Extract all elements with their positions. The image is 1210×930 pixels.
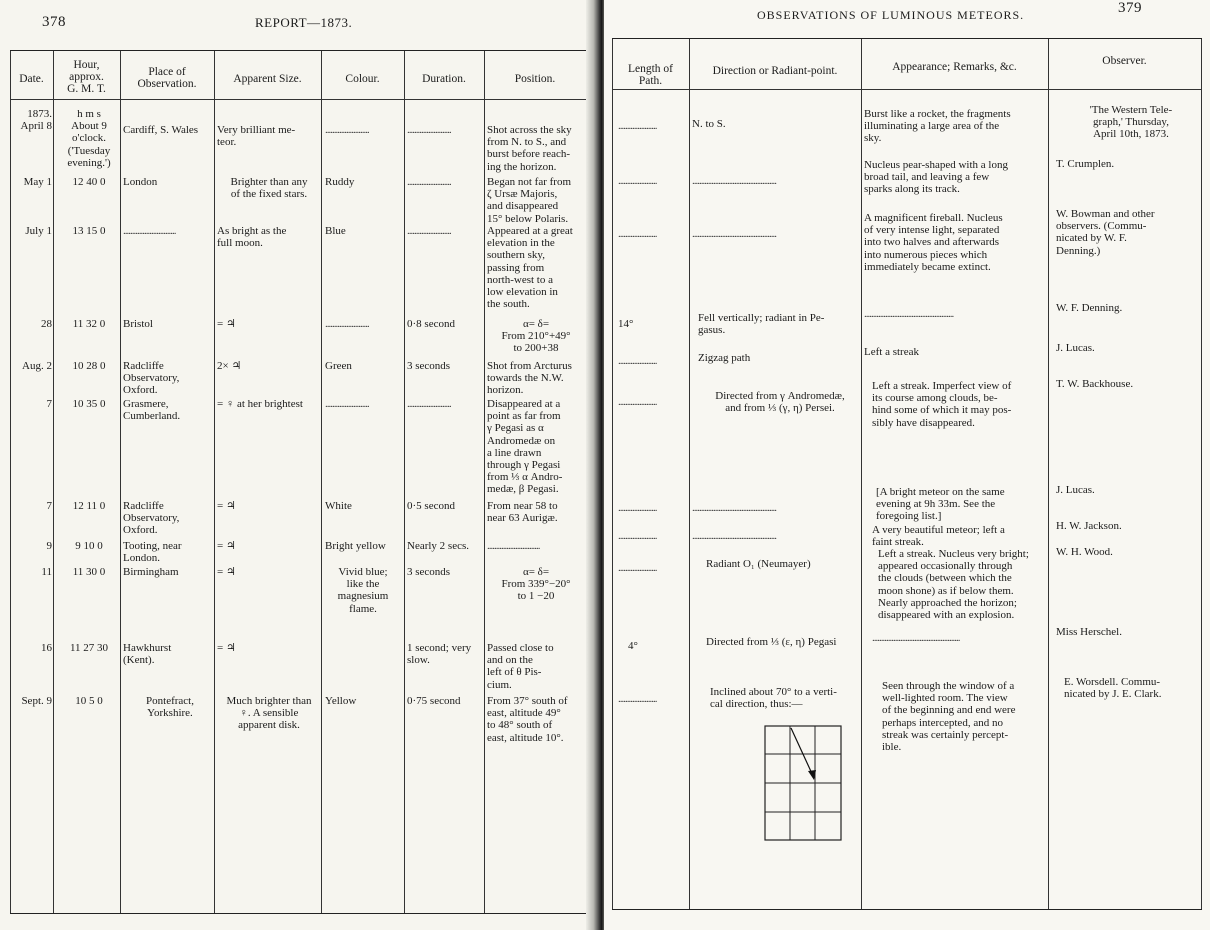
right-page-number: 379 — [1118, 0, 1142, 16]
row-9-hour: 11 27 30 — [69, 642, 109, 654]
row-5-appearance: Left a streak. Imperfect view of its course among clouds, be- hind some of which it may pos- sibly have disappeared. — [872, 380, 1012, 429]
row-2-appearance: A magnificent fireball. Nucleus of very intense light, separated into two halves and afterwards into numerous pieces which immediately became extinct. — [864, 212, 1003, 273]
row-8-colour: Vivid blue; like the magnesium flame. — [337, 566, 389, 615]
row-1-observer: T. Crumplen. — [1056, 158, 1115, 170]
row-2-observer: W. Bowman and other observers. (Commu- nicated by W. F. Denning.) — [1056, 208, 1155, 257]
col-observer-header: Observer. — [1102, 55, 1147, 67]
row-5-hour: 10 35 0 — [72, 398, 106, 410]
row-4-size: 2× ♃ — [217, 360, 242, 372]
row-4-position: Shot from Arcturus towards the N.W. horizon. — [487, 360, 572, 397]
row-2-position: Appeared at a great elevation in the southern sky, passing from north-west to a low elevation in the south. — [487, 225, 573, 311]
row-9-date: 16 — [41, 642, 52, 654]
right-running-title: OBSERVATIONS OF LUMINOUS METEORS. — [757, 8, 1025, 22]
row-9-observer: Miss Herschel. — [1056, 626, 1122, 638]
row-7-appearance: A very beautiful meteor; left a faint streak. — [872, 524, 1005, 549]
row-5-size: = ♀ at her brightest — [217, 398, 303, 410]
row-8-position: α= δ= From 339°−20° to 1 −20 — [501, 566, 571, 603]
row-4-colour: Green — [325, 360, 352, 372]
col-place-header: Place of Observation. — [137, 66, 197, 90]
row-1-colour: Ruddy — [325, 176, 355, 188]
row-2-date: July 1 — [25, 225, 52, 237]
row-1-appearance: Nucleus pear-shaped with a long broad tail, and leaving a few sparks along its track. — [864, 159, 1008, 196]
col-direction-header: Direction or Radiant-point. — [712, 65, 838, 77]
row-0-date: 1873. April 8 — [20, 108, 52, 133]
row-3-observer: W. F. Denning. — [1056, 302, 1123, 314]
row-8-direction: Radiant O₁ (Neumayer) — [706, 558, 811, 570]
row-2-size: As bright as the full moon. — [217, 225, 287, 250]
row-10-appearance: Seen through the window of a well-lighted room. The view of the beginning and end were perhaps intercepted, and no streak was certainly percept- ible. — [882, 680, 1016, 754]
row-10-direction: Inclined about 70° to a verti- cal direction, thus:— — [710, 686, 837, 711]
row-4-duration: 3 seconds — [407, 360, 451, 372]
meteor-path-sketch — [764, 725, 844, 843]
row-1-size: Brighter than any of the fixed stars. — [230, 176, 308, 201]
row-4-observer: J. Lucas. — [1056, 342, 1095, 354]
row-7-hour: 9 10 0 — [75, 540, 103, 552]
row-4-hour: 10 28 0 — [72, 360, 106, 372]
row-8-hour: 11 30 0 — [72, 566, 106, 578]
row-7-colour: Bright yellow — [325, 540, 386, 552]
row-9-place: Hawkhurst (Kent). — [123, 642, 172, 667]
row-0-appearance: Burst like a rocket, the fragments illuminating a large area of the sky. — [864, 108, 1011, 145]
row-6-duration: 0·5 second — [407, 500, 455, 512]
row-0-hour: h m s About 9 o'clock. ('Tuesday evening.') — [67, 108, 111, 169]
row-6-date: 7 — [46, 500, 52, 512]
row-1-hour: 12 40 0 — [72, 176, 106, 188]
row-7-duration: Nearly 2 secs. — [407, 540, 470, 552]
row-10-place: Pontefract, Yorkshire. — [146, 695, 194, 720]
row-3-duration: 0·8 second — [407, 318, 455, 330]
col-colour-header: Colour. — [345, 73, 380, 85]
row-4-direction: Zigzag path — [698, 352, 751, 364]
row-6-colour: White — [325, 500, 352, 512]
row-0-observer: 'The Western Tele- graph,' Thursday, April 10th, 1873. — [1089, 104, 1173, 141]
row-10-date: Sept. 9 — [21, 695, 52, 707]
col-position-header: Position. — [514, 73, 556, 85]
row-3-date: 28 — [41, 318, 52, 330]
row-5-observer: T. W. Backhouse. — [1056, 378, 1134, 390]
row-3-length: 14° — [618, 318, 634, 330]
row-0-direction: N. to S. — [692, 118, 726, 130]
row-6-size: = ♃ — [217, 500, 236, 512]
col-size-header: Apparent Size. — [233, 73, 302, 85]
row-3-hour: 11 32 0 — [72, 318, 106, 330]
col-appearance-header: Appearance; Remarks, &c. — [892, 61, 1017, 73]
row-0-place: Cardiff, S. Wales — [123, 124, 199, 136]
row-5-direction: Directed from γ Andromedæ, and from ⅓ (γ, η) Persei. — [715, 390, 845, 415]
row-0-position: Shot across the sky from N. to S., and burst before reach- ing the horizon. — [487, 124, 572, 173]
left-page: 378 REPORT—1873. Date. Hour, approx. G. M. T. Place of Observation. Apparent Size. Colour. Duration. Position. 1873. April 8 h m s About 9 o'clock. ('Tuesday evening.') Cardiff, S. Wales Very brilliant me- teor. ......................... ......................... Shot across the sky from N. to S., and burst before reach- ing the horizon. May 1 12 40 0 London Brighter than any of the fixed stars. Ruddy ......................... Began not far from ζ Ursæ Majoris, and disappeared 15° below Polaris. July 1 13 15 0 .............................. As bright as the full moon. Blue ......................... Appeared at a great elevation in the southern sky, passing from north-west to a low elevation in the south. 28 11 32 0 Bristol = ♃ ......................... 0·8 second α= δ= From 210°+49° to 200+38 Aug. 2 10 28 0 Radcliffe Observatory, Oxford. 2× ♃ Green 3 seconds Shot from Arcturus towards the N.W. horizon. 7 10 35 0 Grasmere, Cumberland. = ♀ at her brightest ......................... ......................... Disappeared at a point as far from γ Pegasi as α Andromedæ on a line drawn through γ Pegasi from ⅓ α Andro- medæ, β Pegasi. 7 12 11 0 Radcliffe Observatory, Oxford. = ♃ White 0·5 second From near 58 to near 63 Aurigæ. 9 9 10 0 Tooting, near London. = ♃ Bright yellow Nearly 2 secs. .............................. 11 11 30 0 Birmingham = ♃ Vivid blue; like the magnesium flame. 3 seconds α= δ= From 339°−20° to 1 −20 16 11 27 30 Hawkhurst (Kent). = ♃ 1 second; very slow. Passed close to and on the left of θ Pis- cium. Sept. 9 10 5 0 Pontefract, Yorkshire. Much brighter than ♀. A sensible apparent disk. Yellow 0·75 second From 37° south of east, altitude 49° to 48° south of east, altitude 10°. — [0, 0, 596, 930]
row-3-size: = ♃ — [217, 318, 236, 330]
row-1-position: Began not far from ζ Ursæ Majoris, and disappeared 15° below Polaris. — [487, 176, 571, 225]
meteor-path-arrow — [791, 728, 814, 778]
row-3-place: Bristol — [123, 318, 153, 330]
row-3-position: α= δ= From 210°+49° to 200+38 — [501, 318, 571, 355]
row-6-hour: 12 11 0 — [72, 500, 106, 512]
row-8-duration: 3 seconds — [407, 566, 451, 578]
row-8-appearance: Left a streak. Nucleus very bright; appeared occasionally through the clouds (between which the moon shone) as if below them. Nearly approached the horizon; disappeared with an explosion. — [878, 548, 1029, 622]
row-0-size: Very brilliant me- teor. — [217, 124, 296, 149]
row-9-size: = ♃ — [217, 642, 236, 654]
row-8-date: 11 — [41, 566, 52, 578]
row-5-place: Grasmere, Cumberland. — [123, 398, 181, 423]
row-9-direction: Directed from ⅓ (ε, η) Pegasi — [706, 636, 837, 648]
left-page-number: 378 — [42, 14, 66, 30]
row-7-observer: H. W. Jackson. — [1056, 520, 1122, 532]
row-10-colour: Yellow — [325, 695, 357, 707]
row-9-length: 4° — [628, 640, 638, 652]
row-8-place: Birmingham — [123, 566, 179, 578]
row-6-position: From near 58 to near 63 Aurigæ. — [487, 500, 558, 525]
row-4-date: Aug. 2 — [22, 360, 52, 372]
row-4-place: Radcliffe Observatory, Oxford. — [123, 360, 180, 397]
row-10-duration: 0·75 second — [407, 695, 461, 707]
row-6-place: Radcliffe Observatory, Oxford. — [123, 500, 180, 537]
row-2-hour: 13 15 0 — [72, 225, 106, 237]
col-length-header: Length of Path. — [627, 63, 674, 87]
row-7-size: = ♃ — [217, 540, 236, 552]
row-6-observer: J. Lucas. — [1056, 484, 1095, 496]
row-7-place: Tooting, near London. — [123, 540, 182, 565]
right-page: OBSERVATIONS OF LUMINOUS METEORS. 379 Length of Path. Direction or Radiant-point. Appearance; Remarks, &c. Observer. ...................... N. to S. Burst like a rocket, the fragments illuminating a large area of the sky. 'The Western Tele- graph,' Thursday, April 10th, 1873. ...................... ................................................ Nucleus pear-shaped with a long broad tail, and leaving a few sparks along its track. T. Crumplen. ...................... ................................................ A magnificent fireball. Nucleus of very intense light, separated into two halves and afterwards into numerous pieces which immediately became extinct. W. Bowman and other observers. (Commu- nicated by W. F. Denning.) 14° Fell vertically; radiant in Pe- gasus. ................................................... W. F. Denning. ...................... Zigzag path Left a streak J. Lucas. ...................... Directed from γ Andromedæ, and from ⅓ (γ, η) Persei. Left a streak. Imperfect view of its course among clouds, be- hind some of which it may pos- sibly have disappeared. T. W. Backhouse. ...................... ................................................ [A bright meteor on the same evening at 9h 33m. See the foregoing list.] J. Lucas. ...................... ................................................ A very beautiful meteor; left a faint streak. H. W. Jackson. ...................... Radiant O₁ (Neumayer) Left a streak. Nucleus very bright; appeared occasionally through the clouds (between which the moon shone) as if below them. Nearly approached the horizon; disappeared with an explosion. W. H. Wood. 4° Directed from ⅓ (ε, η) Pegasi .................................................. Miss Herschel. ...................... Inclined about 70° to a verti- cal direction, thus:— Seen through the window of a well-lighted room. The view of the beginning and end were perhaps intercepted, and no streak was certainly percept- ible. E. Worsdell. Commu- nicated by J. E. Clark. — [604, 0, 1210, 930]
row-3-direction: Fell vertically; radiant in Pe- gasus. — [698, 312, 825, 337]
row-6-appearance: [A bright meteor on the same evening at 9h 33m. See the foregoing list.] — [876, 486, 1005, 523]
row-1-place: London — [123, 176, 158, 188]
row-7-date: 9 — [46, 540, 52, 552]
row-10-observer: E. Worsdell. Commu- nicated by J. E. Clark. — [1064, 676, 1162, 701]
col-duration-header: Duration. — [422, 73, 466, 85]
row-5-date: 7 — [46, 398, 52, 410]
row-2-colour: Blue — [325, 225, 346, 237]
row-10-position: From 37° south of east, altitude 49° to 48° south of east, altitude 10°. — [487, 695, 568, 744]
row-8-size: = ♃ — [217, 566, 236, 578]
row-9-position: Passed close to and on the left of θ Pis- cium. — [487, 642, 554, 691]
row-1-date: May 1 — [23, 176, 52, 188]
row-5-position: Disappeared at a point as far from γ Pegasi as α Andromedæ on a line drawn through γ Pegasi from ⅓ α Andro- medæ, β Pegasi. — [487, 398, 563, 496]
row-10-hour: 10 5 0 — [75, 695, 103, 707]
left-running-title: REPORT—1873. — [255, 15, 353, 30]
col-date-header: Date. — [19, 73, 44, 85]
row-9-duration: 1 second; very slow. — [407, 642, 472, 667]
row-8-observer: W. H. Wood. — [1056, 546, 1113, 558]
row-10-size: Much brighter than ♀. A sensible apparent disk. — [226, 695, 312, 732]
row-4-appearance: Left a streak — [864, 346, 919, 358]
col-hour-header: Hour, approx. G. M. T. — [67, 59, 106, 95]
